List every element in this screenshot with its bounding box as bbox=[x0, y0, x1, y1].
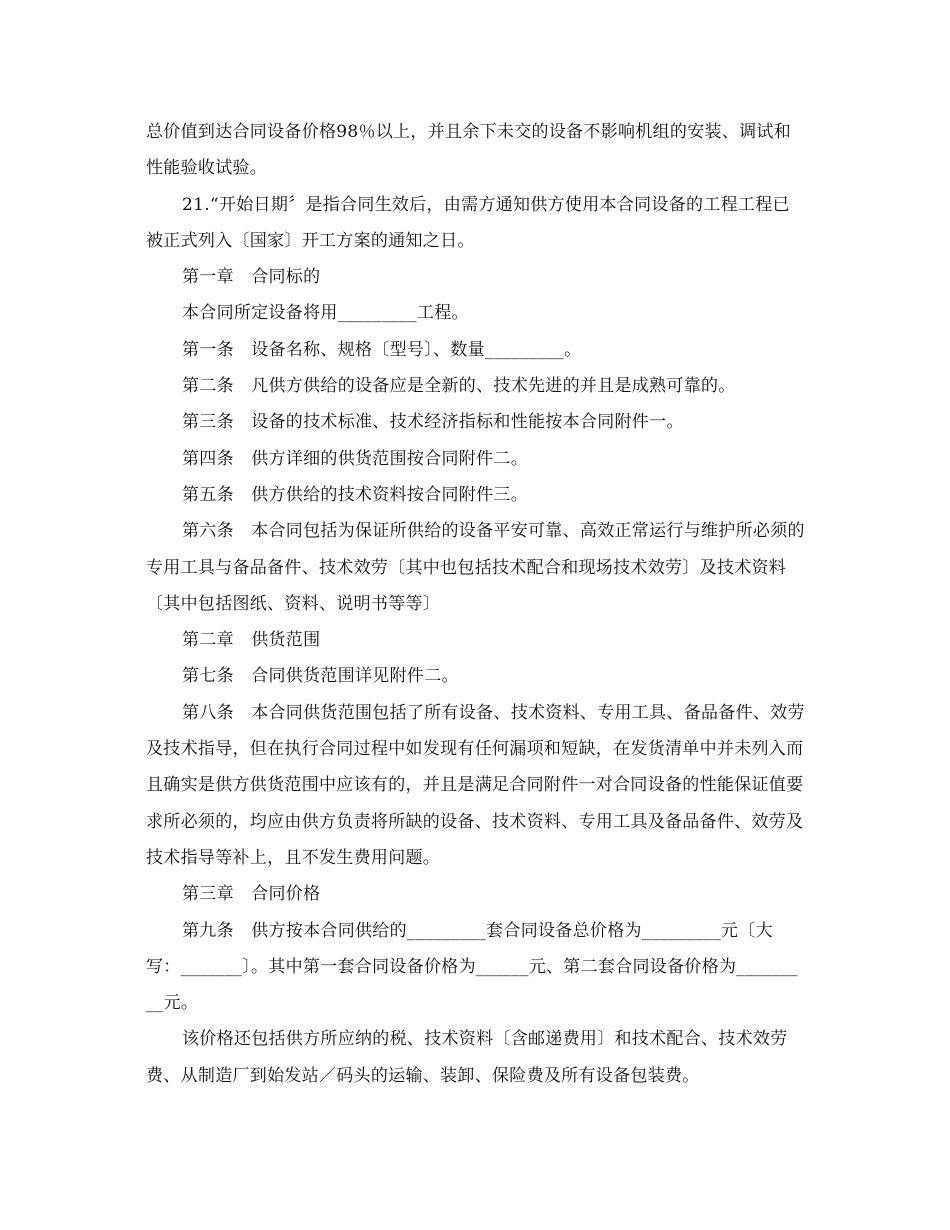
article-4: 第四条 供方详细的供货范围按合同附件二。 bbox=[182, 448, 528, 469]
document-body bbox=[146, 114, 806, 1094]
article-1: 第一条 设备名称、规格〔型号〕、数量_________。 bbox=[182, 339, 582, 360]
article-5: 第五条 供方供给的技术资料按合同附件三。 bbox=[182, 484, 528, 505]
paragraph-price-inclusions: 该价格还包括供方所应纳的税、技术资料〔含邮递费用〕和技术配合、技术效劳费、从制造厂到始发站／码头的运输、装卸、保险费及所有设备包装费。 bbox=[146, 1029, 788, 1086]
chapter-1-heading: 第一章 合同标的 bbox=[182, 267, 321, 288]
article-6: 第六条 本合同包括为保证所供给的设备平安可靠、高效正常运行与维护所必须的专用工具与备品备件、技术效劳〔其中也包括技术配合和现场技术效劳〕及技术资料〔其中包括图纸、资料、说明书等等〕 bbox=[146, 521, 805, 614]
article-3: 第三条 设备的技术标准、技术经济指标和性能按本合同附件一。 bbox=[182, 412, 684, 433]
chapter-3-heading: 第三章 合同价格 bbox=[182, 884, 321, 905]
chapter-2-heading: 第二章 供货范围 bbox=[182, 630, 321, 651]
article-2: 第二条 凡供方供给的设备应是全新的、技术先进的并且是成熟可靠的。 bbox=[182, 376, 736, 397]
paragraph-21-start-date: 21.“开始日期〞是指合同生效后，由需方通知供方使用本合同设备的工程工程已被正式列入〔国家〕开工方案的通知之日。 bbox=[146, 194, 790, 251]
article-8: 第八条 本合同供货范围包括了所有设备、技术资料、专用工具、备品备件、效劳及技术指导，但在执行合同过程中如发现有任何漏项和短缺，在发货清单中并未列入而且确实是供方供货范围中应该有的，并且是满足合同附件一对合同设备的性能保证值要求所必须的，均应由供方负责将所缺的设备、技术资料、专用工具及备品备件、效劳及技术指导等补上，且不发生费用问题。 bbox=[146, 702, 805, 868]
article-7: 第七条 合同供货范围详见附件二。 bbox=[182, 666, 459, 687]
article-9: 第九条 供方按本合同供给的_________套合同设备总价格为_________元〔大写：_______〕。其中第一套合同设备价格为______元、第二套合同设备价格为_________元。 bbox=[146, 920, 798, 1014]
paragraph-total-value-continuation: 总价值到达合同设备价格98％以上，并且余下未交的设备不影响机组的安装、调试和性能验收试验。 bbox=[146, 122, 792, 179]
paragraph-project-usage: 本合同所定设备将用_________工程。 bbox=[182, 303, 469, 324]
